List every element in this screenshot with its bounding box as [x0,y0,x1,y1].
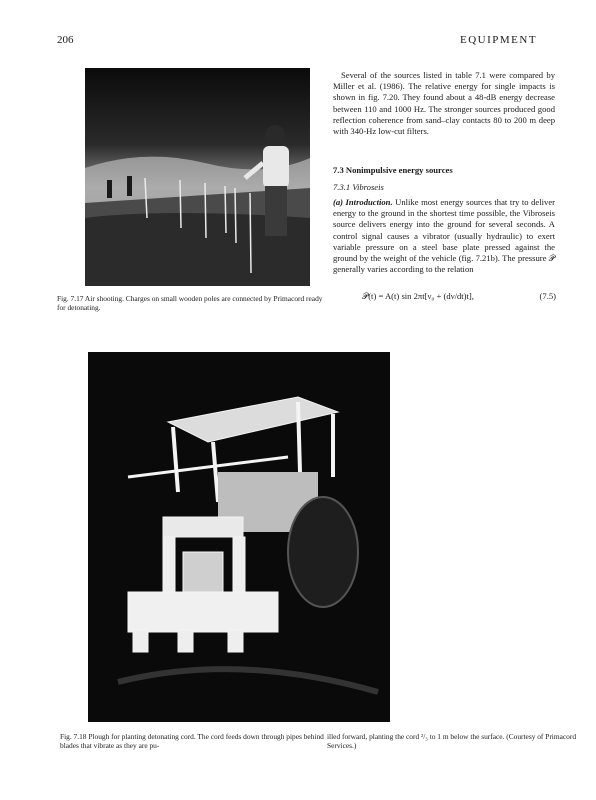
figure-7-18-caption-right: illed forward, planting the cord ²/₃ to 1 m below the surface. (Courtesy of Primacord Services.) [327,732,577,750]
subsection-heading: 7.3.1 Vibroseis [333,182,384,192]
running-head: EQUIPMENT [460,34,538,46]
equation-7-5 [362,291,562,302]
figure-7-18-caption-left: Fig. 7.18 Plough for planting detonating cord. The cord feeds down through pipes behind blades that vibrate as they are pu- [60,732,324,750]
paragraph-lead: (a) Introduction. [333,197,393,207]
page-number: 206 [57,34,74,46]
body-paragraph-1: Several of the sources listed in table 7.1 were compared by Miller et al. (1986). The relative energy for single impacts is shown in fig. 7.20. They found about a 48-dB energy decrease between 110 and 1000 Hz. The stronger sources produced good reflection coherence from sand–clay contacts 80 to 200 m deep with 340-Hz low-cut filters. [333,70,555,137]
equation-expression: 𝒫(t) = A(t) sin 2πt[ν₀ + (dν/dt)t], [362,291,474,301]
figure-7-17-photo [85,68,310,286]
figure-7-18-photo [88,352,390,722]
figure-7-17-caption: Fig. 7.17 Air shooting. Charges on small wooden poles are connected by Primacord ready for detonating. [57,294,323,312]
equation-number: (7.5) [539,291,556,301]
paragraph-text: Unlike most energy sources that try to deliver energy to the ground in the shortest time possible, the Vibroseis source delivers energy into the ground for several seconds. A control signal causes a vibrator (usually hydraulic) to exert variable pressure on a steel base plate pressed against the ground by the weight of the vehicle (fig. 7.21b). The pressure 𝒫 generally varies according to the relation [333,197,555,275]
body-paragraph-2 [333,197,555,275]
section-heading: 7.3 Nonimpulsive energy sources [333,165,453,175]
